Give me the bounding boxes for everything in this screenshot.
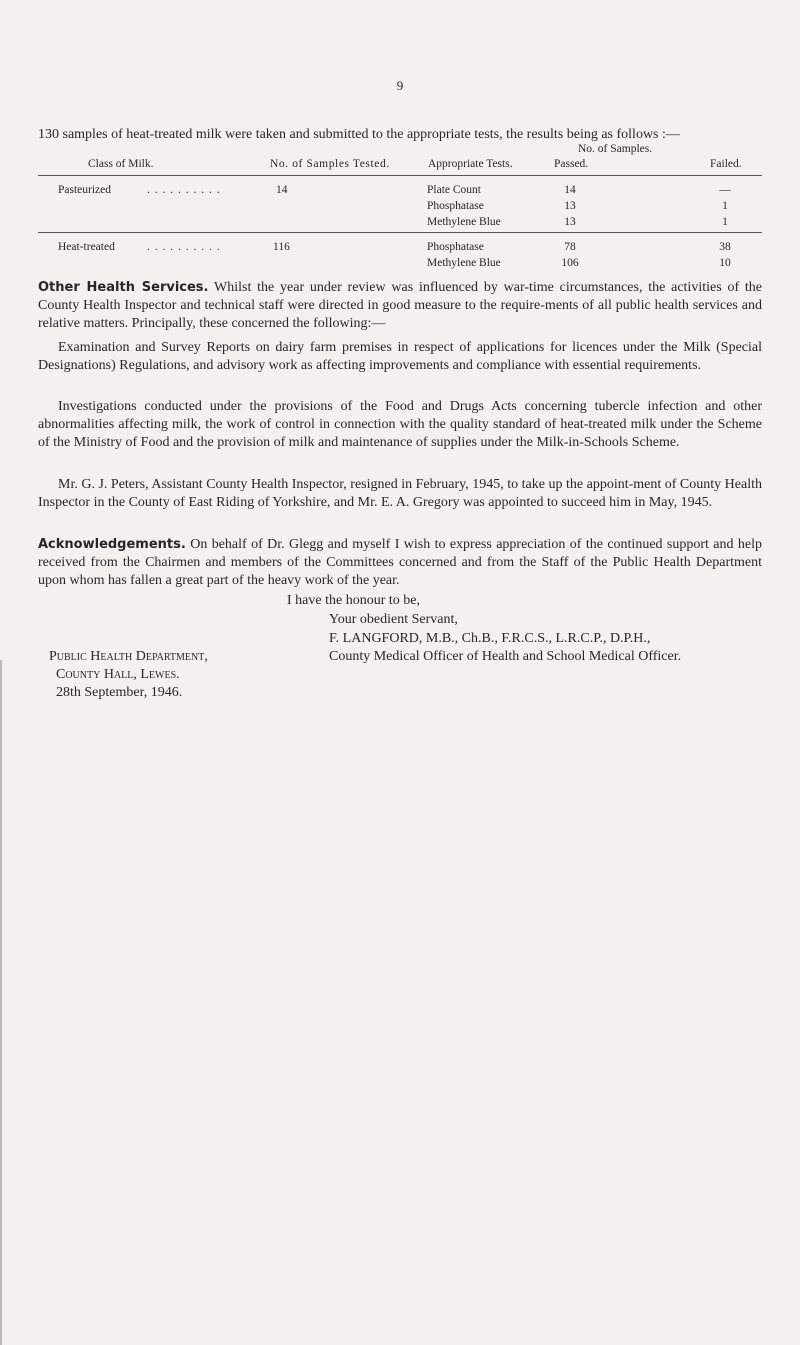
test-passed: 13 (564, 216, 576, 228)
table-rule-middle (38, 232, 762, 233)
test-failed: 38 (719, 241, 731, 253)
investigations-paragraph: Investigations conducted under the provisions of the Food and Drugs Acts concerning tubercle infection and other abnormalities affecting milk, the work of control in connection with the quality standard of heat-treated milk under the Scheme of the Ministry of Food and the provision of milk and maintenance of supplies under the Milk-in-Schools Scheme. (38, 399, 762, 450)
address-line-1: Public Health Department, (49, 649, 208, 664)
examination-paragraph: Examination and Survey Reports on dairy farm premises in respect of applications for licences under the Milk (Special Designations) Regulations, and advisory work as affecting improvements and compliance with essential requirements. (38, 340, 762, 373)
table-rule-top (38, 175, 762, 176)
page-number: 9 (396, 78, 404, 93)
table-header-tested: No. of Samples Tested. (270, 158, 390, 170)
row-class: Pasteurized (58, 184, 112, 196)
signatory-name: F. LANGFORD, M.B., Ch.B., F.R.C.S., L.R.C.P., D.P.H., (329, 631, 651, 646)
acknowledgements-paragraph (38, 536, 762, 590)
table-header-passed: Passed. (554, 158, 589, 170)
other-health-paragraph (38, 279, 762, 333)
test-passed: 14 (564, 184, 576, 196)
intro-paragraph: 130 samples of heat-treated milk were taken and submitted to the appropriate tests, the results being as follows :— (38, 127, 680, 142)
row-tested: 14 (276, 184, 288, 196)
row-class: Heat-treated (58, 241, 115, 253)
section-heading: Acknowledgements. (38, 537, 186, 552)
page-edge-shadow (0, 660, 2, 1345)
closing-honour: I have the honour to be, (287, 593, 420, 608)
closing-servant: Your obedient Servant, (329, 612, 458, 627)
test-passed: 106 (561, 257, 579, 269)
row-tested: 116 (273, 241, 290, 253)
test-failed: 10 (719, 257, 731, 269)
address-line-2: County Hall, Lewes. (56, 667, 180, 682)
table-header-samples-group: No. of Samples. (578, 143, 653, 155)
row-leader: . . . . . . . . . . (147, 241, 221, 253)
test-failed: 1 (722, 200, 728, 212)
peters-paragraph: Mr. G. J. Peters, Assistant County Health Inspector, resigned in February, 1945, to take up the appoint-ment of County Health Inspector in the County of East Riding of Yorkshire, and Mr. E. A. Gregory was appointed to succeed him in May, 1945. (38, 477, 762, 510)
section-heading: Other Health Services. (38, 280, 209, 295)
test-failed: 1 (722, 216, 728, 228)
table-header-class: Class of Milk. (88, 158, 154, 170)
test-name: Plate Count (427, 184, 481, 196)
row-leader: . . . . . . . . . . (147, 184, 221, 196)
test-name: Methylene Blue (427, 216, 501, 228)
test-name: Methylene Blue (427, 257, 501, 269)
signatory-title: County Medical Officer of Health and School Medical Officer. (329, 649, 682, 664)
test-name: Phosphatase (427, 241, 484, 253)
address-date: 28th September, 1946. (56, 685, 183, 700)
table-header-tests: Appropriate Tests. (428, 158, 513, 170)
test-name: Phosphatase (427, 200, 484, 212)
table-header-failed: Failed. (710, 158, 742, 170)
acknowledgements-text: On behalf of Dr. Glegg and myself I wish to express appreciation of the continued support and help received from the Chairmen and members of the Committees concerned and from the Staff of the Public Health Department upon whom has fallen a great part of the heavy work of the year. (38, 537, 763, 588)
test-passed: 78 (564, 241, 576, 253)
test-failed: — (719, 184, 731, 196)
other-health-text: Whilst the year under review was influenced by war-time circumstances, the activities of the County Health Inspector and technical staff were directed in good measure to the require-ments of all public health services and relative matters. Principally, these concerned the following:— (38, 280, 762, 331)
test-passed: 13 (564, 200, 576, 212)
